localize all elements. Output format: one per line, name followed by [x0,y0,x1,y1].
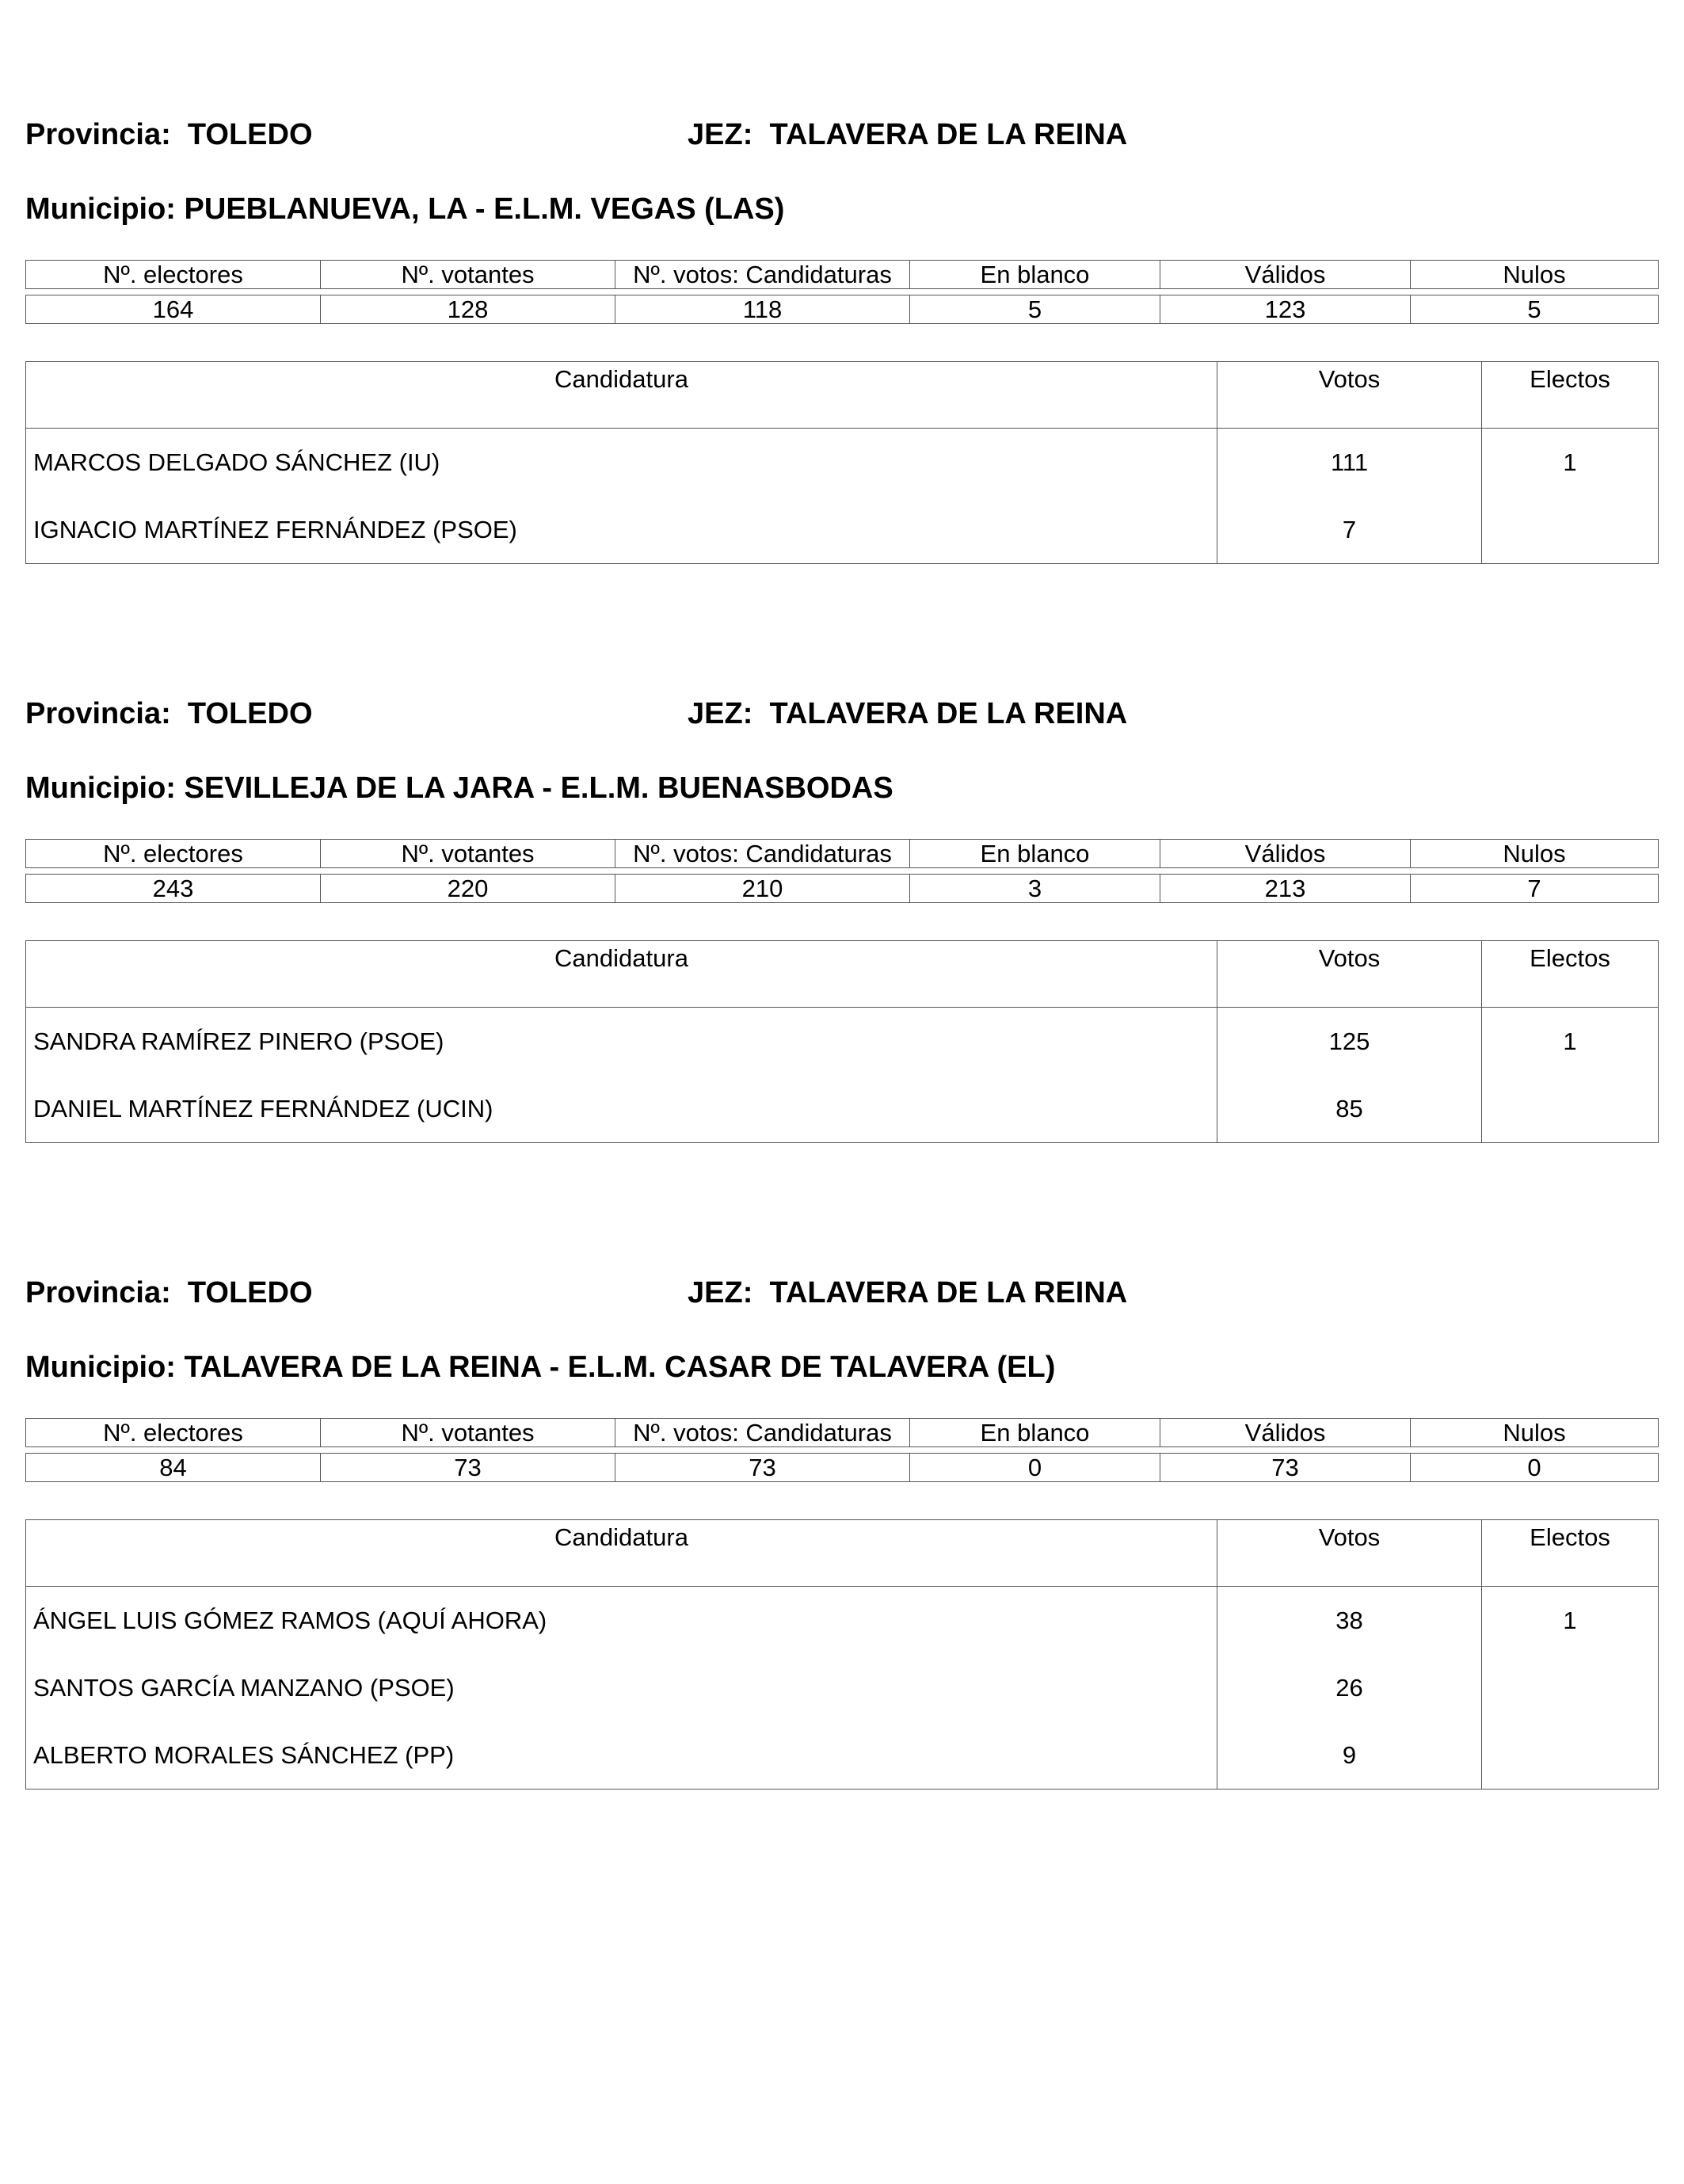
stats-value-row [26,295,1659,324]
stats-value: 3 [910,875,1160,903]
stats-table [25,839,1659,903]
stats-header-row [26,1419,1659,1447]
stats-header: Válidos [1160,1419,1411,1447]
candidate-row [26,1587,1659,1655]
stats-value: 128 [321,295,615,324]
candidate-row [26,1721,1659,1790]
provincia-value: TOLEDO [187,1276,313,1309]
votos-header: Votos [1217,941,1482,1008]
stats-value: 220 [321,875,615,903]
provincia-label: Provincia: [25,697,171,730]
stats-value: 84 [26,1454,321,1482]
stats-table [25,260,1659,324]
candidate-votes: 38 [1217,1587,1482,1655]
candidate-name: ALBERTO MORALES SÁNCHEZ (PP) [26,1721,1217,1790]
municipio-value: PUEBLANUEVA, LA - E.L.M. VEGAS (LAS) [184,192,785,226]
municipio-heading [25,771,893,806]
candidate-row [26,496,1659,564]
provincia-label: Provincia: [25,1276,171,1309]
stats-header: Nº. votantes [321,261,615,289]
electos-header: Electos [1482,362,1659,429]
municipio-value: TALAVERA DE LA REINA - E.L.M. CASAR DE TALAVERA (EL) [184,1351,1056,1384]
candidate-row [26,1654,1659,1721]
stats-table [25,1418,1659,1482]
stats-header: En blanco [910,1419,1160,1447]
candidate-elected: 1 [1482,429,1659,497]
candidates-table [25,361,1659,564]
stats-value: 5 [910,295,1160,324]
stats-header: Nº. votos: Candidaturas [615,840,910,868]
jez-heading [688,696,1127,731]
candidates-table [25,940,1659,1143]
candidate-elected [1482,1075,1659,1143]
municipio-heading [25,1350,1055,1385]
candidate-elected: 1 [1482,1587,1659,1655]
municipio-label: Municipio: [25,772,176,805]
stats-value: 210 [615,875,910,903]
provincia-value: TOLEDO [187,697,313,730]
stats-value: 0 [1411,1454,1659,1482]
municipio-label: Municipio: [25,1351,176,1384]
candidates-header-row [26,1520,1659,1587]
candidate-name: DANIEL MARTÍNEZ FERNÁNDEZ (UCIN) [26,1075,1217,1143]
candidate-name: ÁNGEL LUIS GÓMEZ RAMOS (AQUÍ AHORA) [26,1587,1217,1655]
stats-header: Nº. electores [26,1419,321,1447]
stats-header: Nº. votos: Candidaturas [615,1419,910,1447]
stats-header: Válidos [1160,261,1411,289]
stats-value: 73 [321,1454,615,1482]
stats-value: 5 [1411,295,1659,324]
candidate-votes: 111 [1217,429,1482,497]
candidate-row [26,429,1659,497]
jez-value: TALAVERA DE LA REINA [769,118,1128,151]
stats-value: 123 [1160,295,1411,324]
municipio-heading [25,192,784,227]
jez-label: JEZ: [688,697,753,730]
candidate-row [26,1008,1659,1076]
jez-heading [688,117,1127,152]
stats-header: En blanco [910,840,1160,868]
stats-header: Nº. votantes [321,840,615,868]
candidate-votes: 85 [1217,1075,1482,1143]
jez-heading [688,1275,1127,1310]
stats-header: Nº. electores [26,261,321,289]
electos-header: Electos [1482,941,1659,1008]
stats-header: Nº. votantes [321,1419,615,1447]
provincia-heading [25,1275,313,1310]
candidate-row [26,1075,1659,1143]
jez-value: TALAVERA DE LA REINA [769,1276,1128,1309]
candidatura-header: Candidatura [26,941,1217,1008]
provincia-label: Provincia: [25,118,171,151]
stats-header: Nº. votos: Candidaturas [615,261,910,289]
stats-value: 73 [1160,1454,1411,1482]
candidate-elected: 1 [1482,1008,1659,1076]
stats-header: Nulos [1411,840,1659,868]
candidate-elected [1482,496,1659,564]
candidatura-header: Candidatura [26,1520,1217,1587]
stats-value: 0 [910,1454,1160,1482]
jez-label: JEZ: [688,1276,753,1309]
municipio-label: Municipio: [25,192,176,226]
candidate-elected [1482,1721,1659,1790]
candidate-name: SANDRA RAMÍREZ PINERO (PSOE) [26,1008,1217,1076]
stats-value: 243 [26,875,321,903]
jez-label: JEZ: [688,118,753,151]
candidate-votes: 125 [1217,1008,1482,1076]
stats-value-row [26,875,1659,903]
stats-header-row [26,840,1659,868]
votos-header: Votos [1217,1520,1482,1587]
stats-value: 73 [615,1454,910,1482]
provincia-heading [25,117,313,152]
stats-header: En blanco [910,261,1160,289]
candidate-name: MARCOS DELGADO SÁNCHEZ (IU) [26,429,1217,497]
candidate-votes: 26 [1217,1654,1482,1721]
candidate-elected [1482,1654,1659,1721]
provincia-heading [25,696,313,731]
candidate-name: IGNACIO MARTÍNEZ FERNÁNDEZ (PSOE) [26,496,1217,564]
candidates-table [25,1519,1659,1790]
candidates-header-row [26,941,1659,1008]
stats-value: 7 [1411,875,1659,903]
stats-value-row [26,1454,1659,1482]
jez-value: TALAVERA DE LA REINA [769,697,1128,730]
candidatura-header: Candidatura [26,362,1217,429]
stats-header: Válidos [1160,840,1411,868]
stats-header-row [26,261,1659,289]
stats-value: 164 [26,295,321,324]
candidate-votes: 9 [1217,1721,1482,1790]
stats-header: Nulos [1411,261,1659,289]
candidate-votes: 7 [1217,496,1482,564]
candidate-name: SANTOS GARCÍA MANZANO (PSOE) [26,1654,1217,1721]
municipio-value: SEVILLEJA DE LA JARA - E.L.M. BUENASBODAS [184,772,893,805]
stats-value: 213 [1160,875,1411,903]
candidates-header-row [26,362,1659,429]
stats-header: Nulos [1411,1419,1659,1447]
stats-value: 118 [615,295,910,324]
electos-header: Electos [1482,1520,1659,1587]
stats-header: Nº. electores [26,840,321,868]
provincia-value: TOLEDO [187,118,313,151]
votos-header: Votos [1217,362,1482,429]
